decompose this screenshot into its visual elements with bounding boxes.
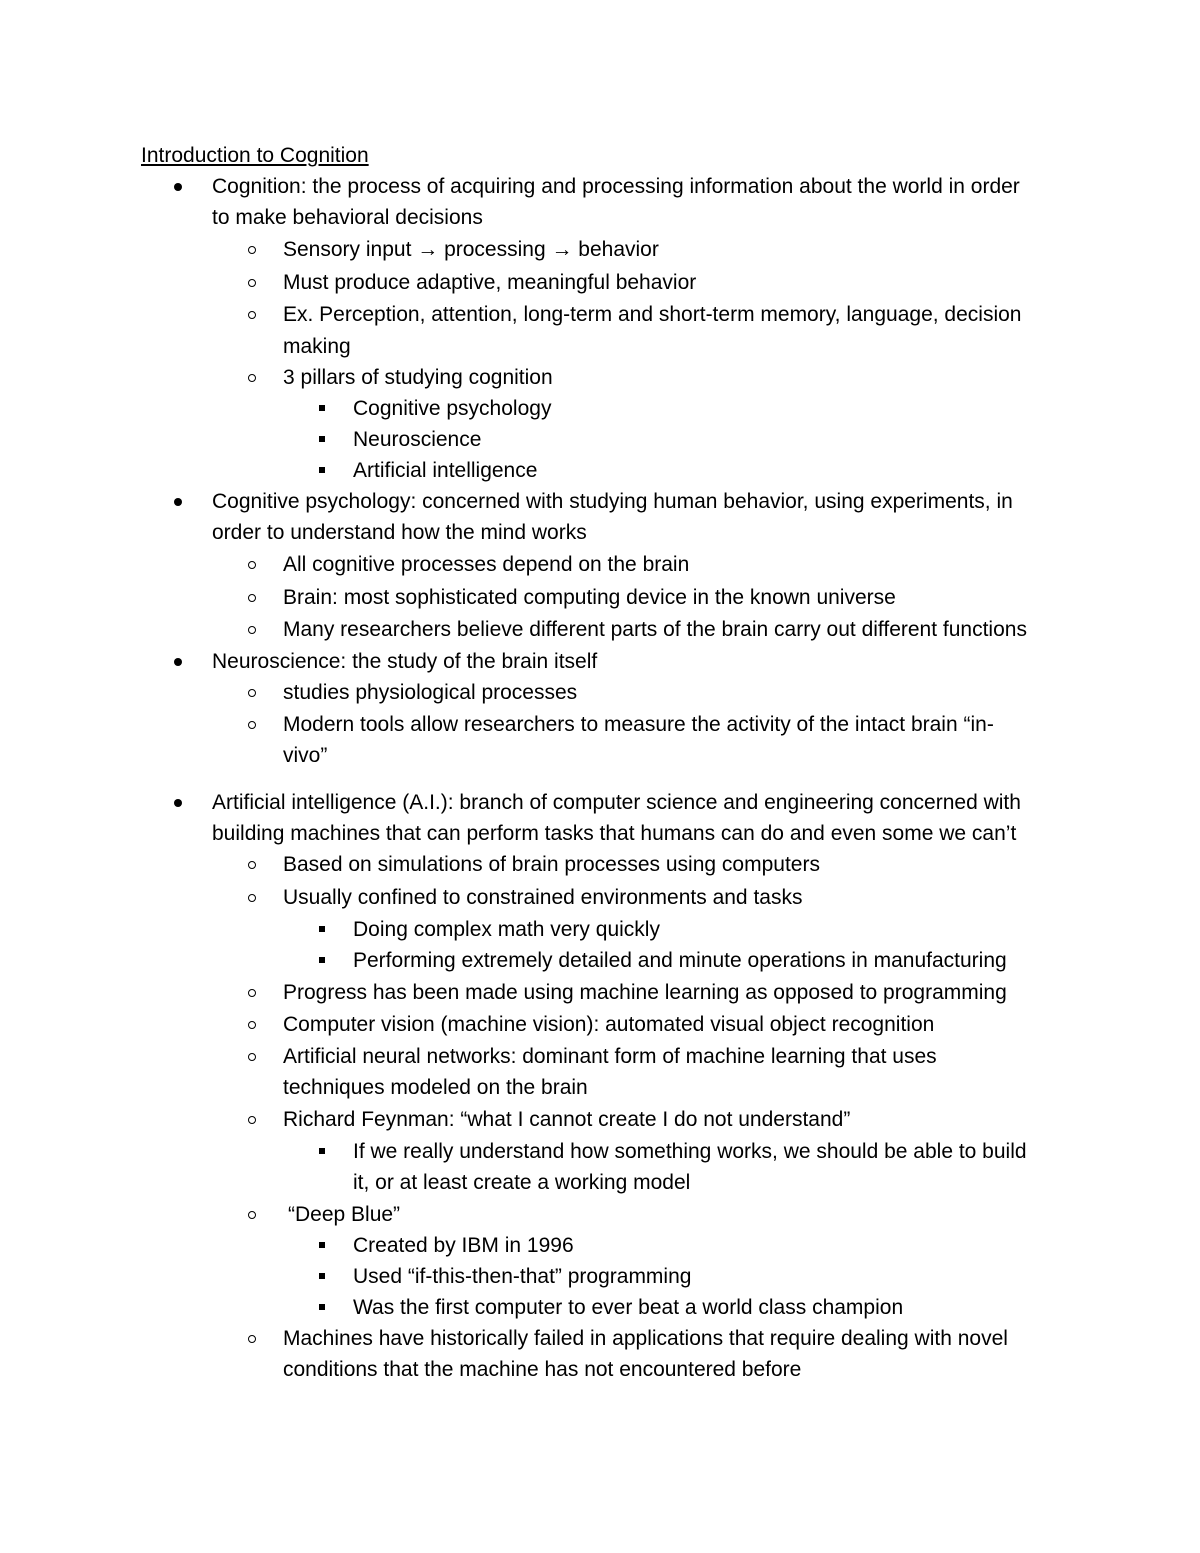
sub-sub-item-continued: it, or at least create a working model (353, 1171, 691, 1194)
bullet-cognition-line1: Cognition: the process of acquiring and processing information about the world in order (212, 175, 1020, 198)
sub-bullet-marker (248, 861, 256, 869)
page-title: Introduction to Cognition (141, 144, 369, 167)
bullet-marker (174, 498, 182, 506)
sub-item-continued: conditions that the machine has not encountered before (283, 1358, 802, 1381)
sub-item: Machines have historically failed in applications that require dealing with novel (283, 1327, 1008, 1350)
sub-sub-item: If we really understand how something works, we should be able to build (353, 1140, 1027, 1163)
pillar-item: Neuroscience (353, 428, 482, 451)
sub-item: All cognitive processes depend on the brain (283, 553, 690, 576)
sub-bullet-marker (248, 374, 256, 382)
bullet-marker (174, 658, 182, 666)
sub-bullet-marker (248, 594, 256, 602)
sub-item: Usually confined to constrained environments and tasks (283, 886, 803, 909)
bullet-cognition-line2: to make behavioral decisions (212, 206, 483, 229)
pillar-item: Artificial intelligence (353, 459, 538, 482)
sub-item: Richard Feynman: “what I cannot create I do not understand” (283, 1108, 851, 1131)
sub-item: Based on simulations of brain processes using computers (283, 853, 820, 876)
square-bullet-marker (319, 926, 325, 932)
sub-item: Artificial neural networks: dominant form of machine learning that uses (283, 1045, 937, 1068)
sub-sub-item: Created by IBM in 1996 (353, 1234, 574, 1257)
sub-bullet-marker (248, 1021, 256, 1029)
sub-bullet-marker (248, 1211, 256, 1219)
sub-bullet-marker (248, 279, 256, 287)
sub-bullet-marker (248, 989, 256, 997)
pillar-item: Cognitive psychology (353, 397, 552, 420)
sub-item: Modern tools allow researchers to measure the activity of the intact brain “in- (283, 713, 994, 736)
sub-bullet-marker (248, 721, 256, 729)
sub-sub-item: Used “if-this-then-that” programming (353, 1265, 692, 1288)
sub-item: Must produce adaptive, meaningful behavior (283, 271, 697, 294)
sub-sub-item: Performing extremely detailed and minute operations in manufacturing (353, 949, 1007, 972)
sub-item: studies physiological processes (283, 681, 578, 704)
sub-bullet-marker (248, 894, 256, 902)
sub-sub-item: Was the first computer to ever beat a world class champion (353, 1296, 904, 1319)
sub-bullet-marker (248, 1053, 256, 1061)
sub-item: Ex. Perception, attention, long-term and short-term memory, language, decision (283, 303, 1022, 326)
sub-item: 3 pillars of studying cognition (283, 366, 553, 389)
sub-item-continued: making (283, 335, 351, 358)
sub-bullet-marker (248, 246, 256, 254)
sub-item: Progress has been made using machine learning as opposed to programming (283, 981, 1007, 1004)
sub-bullet-marker (248, 1335, 256, 1343)
square-bullet-marker (319, 467, 325, 473)
square-bullet-marker (319, 1148, 325, 1154)
bullet-ai-line2: building machines that can perform tasks that humans can do and even some we can’t (212, 822, 1017, 845)
bullet-marker (174, 799, 182, 807)
sub-item-continued: techniques modeled on the brain (283, 1076, 588, 1099)
sub-bullet-marker (248, 1116, 256, 1124)
square-bullet-marker (319, 405, 325, 411)
sub-bullet-marker (248, 626, 256, 634)
sub-item: Many researchers believe different parts of the brain carry out different functions (283, 618, 1027, 641)
sub-item-continued: vivo” (283, 744, 328, 767)
sub-item: Brain: most sophisticated computing device in the known universe (283, 586, 896, 609)
square-bullet-marker (319, 957, 325, 963)
bullet-ai-line1: Artificial intelligence (A.I.): branch of computer science and engineering concerned with (212, 791, 1021, 814)
sub-bullet-marker (248, 311, 256, 319)
square-bullet-marker (319, 436, 325, 442)
bullet-neuroscience-line1: Neuroscience: the study of the brain itself (212, 650, 598, 673)
sub-bullet-marker (248, 689, 256, 697)
bullet-cogpsych-line2: order to understand how the mind works (212, 521, 587, 544)
bullet-marker (174, 183, 182, 191)
bullet-cogpsych-line1: Cognitive psychology: concerned with studying human behavior, using experiments, in (212, 490, 1013, 513)
sub-item: Sensory input → processing → behavior (283, 238, 659, 261)
sub-sub-item: Doing complex math very quickly (353, 918, 660, 941)
sub-bullet-marker (248, 561, 256, 569)
sub-item: “Deep Blue” (288, 1203, 401, 1226)
sub-item: Computer vision (machine vision): automated visual object recognition (283, 1013, 935, 1036)
square-bullet-marker (319, 1304, 325, 1310)
square-bullet-marker (319, 1273, 325, 1279)
square-bullet-marker (319, 1242, 325, 1248)
